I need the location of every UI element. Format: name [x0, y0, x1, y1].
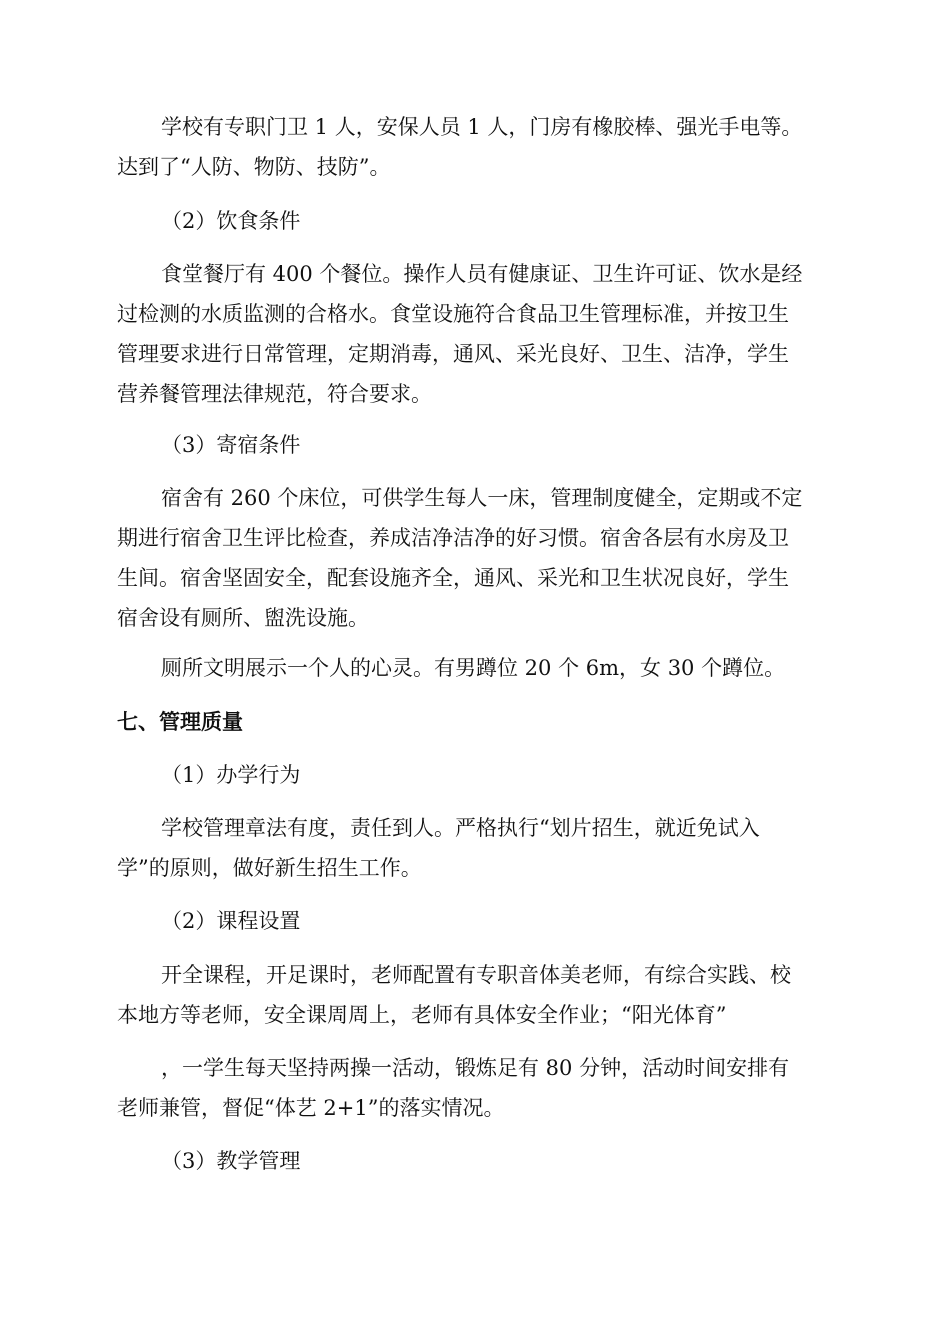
text-line: 老师兼管，督促“体艺 2+1”的落实情况。	[117, 1096, 505, 1120]
subheading-text: （3）寄宿条件	[161, 433, 301, 457]
text-line: 厕所文明展示一个人的心灵。有男蹲位 20 个 6m，女 30 个蹲位。	[161, 656, 786, 680]
subheading-text: （1）办学行为	[161, 763, 301, 787]
heading-text: 七、管理质量	[117, 710, 243, 734]
subheading-dining	[117, 201, 833, 241]
text-line: 过检测的水质监测的合格水。食堂设施符合食品卫生管理标准，并按卫生	[117, 302, 789, 326]
subheading-text: （2）饮食条件	[161, 209, 301, 233]
subheading-text: （2）课程设置	[161, 909, 301, 933]
section-heading-management-quality	[117, 702, 833, 742]
paragraph-toilets	[117, 648, 833, 688]
text-line: 生间。宿舍坚固安全，配套设施齐全，通风、采光和卫生状况良好，学生	[117, 566, 789, 590]
text-line: 食堂餐厅有 400 个餐位。操作人员有健康证、卫生许可证、饮水是经	[161, 262, 803, 286]
text-line: 开全课程，开足课时，老师配置有专职音体美老师，有综合实践、校	[161, 963, 791, 987]
subheading-text: （3）教学管理	[161, 1149, 301, 1173]
text-line: 学校管理章法有度，责任到人。严格执行“划片招生，就近免试入	[161, 816, 760, 840]
paragraph-school-conduct	[117, 808, 833, 888]
paragraph-security-staff	[117, 107, 833, 187]
text-line: 学校有专职门卫 1 人，安保人员 1 人，门房有橡胶棒、强光手电等。	[161, 115, 803, 139]
text-line: 达到了“人防、物防、技防”。	[117, 155, 391, 179]
text-line: 学”的原则，做好新生招生工作。	[117, 856, 422, 880]
subheading-boarding	[117, 425, 833, 465]
text-line: 本地方等老师，安全课周周上，老师有具体安全作业；“阳光体育”	[117, 1003, 727, 1027]
paragraph-dining	[117, 254, 833, 414]
subheading-school-conduct	[117, 755, 833, 795]
text-line: 期进行宿舍卫生评比检查，养成洁净洁净的好习惯。宿舍各层有水房及卫	[117, 526, 789, 550]
paragraph-sunshine-sports	[117, 1048, 833, 1128]
paragraph-boarding	[117, 478, 833, 638]
text-line: ，一学生每天坚持两操一活动，锻炼足有 80 分钟，活动时间安排有	[161, 1056, 790, 1080]
text-line: 管理要求进行日常管理，定期消毒，通风、采光良好、卫生、洁净，学生	[117, 342, 789, 366]
subheading-teaching-management	[117, 1141, 833, 1181]
text-line: 宿舍设有厕所、盥洗设施。	[117, 606, 369, 630]
subheading-curriculum	[117, 901, 833, 941]
paragraph-curriculum	[117, 955, 833, 1035]
text-line: 营养餐管理法律规范，符合要求。	[117, 382, 432, 406]
text-line: 宿舍有 260 个床位，可供学生每人一床，管理制度健全，定期或不定	[161, 486, 803, 510]
